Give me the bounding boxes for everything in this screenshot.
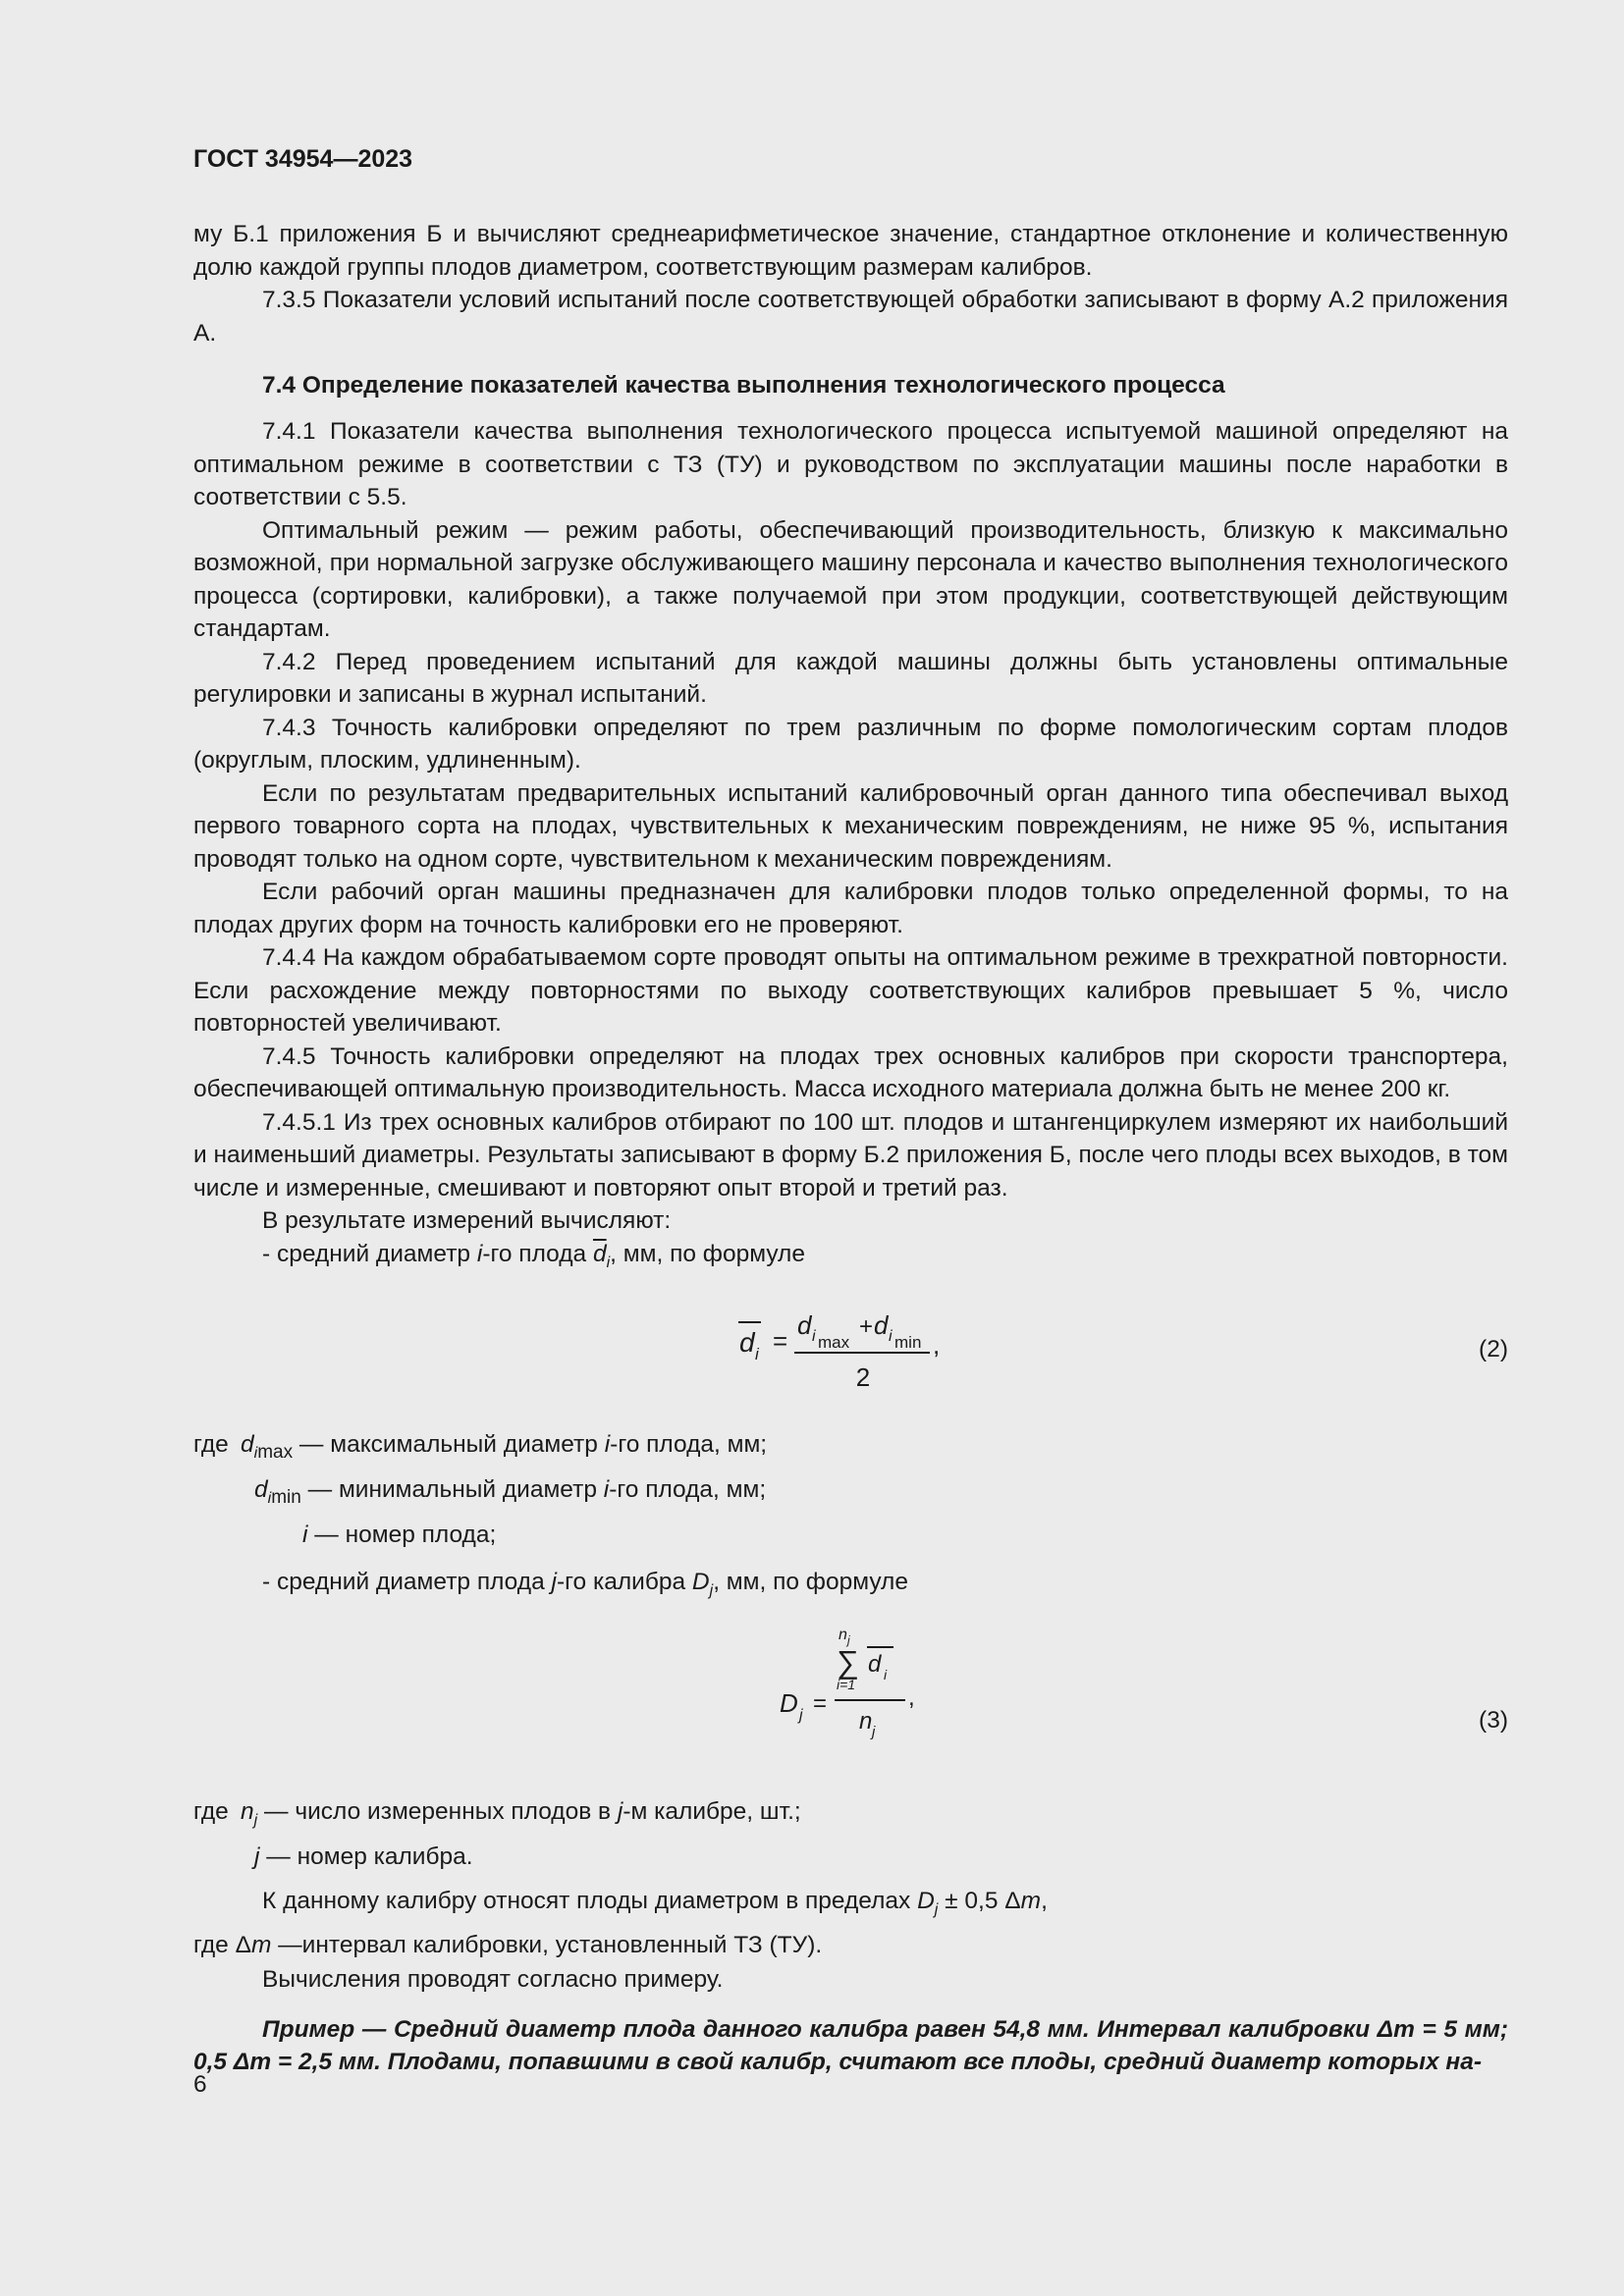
formula-2 [193, 1289, 1508, 1407]
formula-3-term-sub: i [884, 1666, 888, 1682]
formula-2-num-sub2: i [889, 1327, 893, 1345]
formula-2-num-d2: d [874, 1309, 889, 1340]
paragraph-caliber-range: К данному калибру относят плоды диаметром в пределах $D_j \pm 0,5$ Δm, [262, 1887, 1048, 1918]
formula-2-plus: + [859, 1312, 874, 1340]
paragraph-preliminary-tests: Если по результатам предварительных испытаний калибровочный орган данного типа обеспечивал выход первого товарного сорта на плодах, чувствительных к механическим повреждениям, не ниже 95 %, испытания проводят только на одном сорте, чувствительном к механическим повреждениям. [193, 779, 1508, 873]
formula-3-sigma: ∑ [837, 1643, 859, 1680]
formula-3-den: n [859, 1707, 873, 1735]
page-number: 6 [193, 2071, 207, 2098]
example-note: Пример — Средний диаметр плода данного калибра равен 54,8 мм. Интервал калибровки Δm = 5 мм; 0,5 Δm = 2,5 мм. Плодами, попавшими в свой калибр, считают все плоды, средний диаметр которых на- [193, 2016, 1508, 2076]
formula-3-legend [193, 1793, 1508, 1884]
formula-3-lhs: D [780, 1687, 798, 1718]
formula-3-graphic [776, 1625, 972, 1772]
legend-row-dmax: где $d_{imax}$ — максимальный диаметр i -го плода, мм; [193, 1430, 768, 1463]
formula-3-lhs-sub: j [799, 1706, 803, 1724]
paragraph-optimal-mode: Оптимальный режим — режим работы, обеспечивающий производительность, близкую к максимально возможной, при нормальной загрузке обслуживающего машину персонала и качество выполнения технологического процесса (сортировки, калибровки), а также получаемой при этом продукции, соответствующей действующим стандартам. [193, 516, 1508, 642]
formula-3 [193, 1625, 1508, 1772]
formula-3-term: d [868, 1650, 882, 1678]
formula-2-equals: = [773, 1325, 788, 1356]
formula-2-graphic [733, 1289, 989, 1407]
legend-row-j: j — номер калибра. [254, 1842, 473, 1870]
formula-3-sum-bottom: i=1 [837, 1676, 856, 1692]
formula-3-number: (3) [1479, 1706, 1508, 1734]
formula-2-comma: , [933, 1329, 941, 1360]
paragraph-7-4-4: 7.4.4 На каждом обрабатываемом сорте проводят опыты на оптимальном режиме в трехкратной повторности. Если расхождение между повторностями по выходу соответствующих калибров превышает 5 %, число повторностей увеличивают. [193, 944, 1508, 1037]
paragraph-7-4-5: 7.4.5 Точность калибровки определяют на плодах трех основных калибров при скорости транспортера, обеспечивающей оптимальную производительность. Масса исходного материала должна быть не менее 200 кг. [193, 1042, 1508, 1102]
paragraph-7-4-1: 7.4.1 Показатели качества выполнения технологического процесса испытуемой машиной определяют на оптимальном режиме в соответствии с ТЗ (ТУ) и руководством по эксплуатации машины после наработки в соответствии с 5.5. [193, 418, 1508, 510]
paragraph-calculation-note: Вычисления проводят согласно примеру. [262, 1965, 724, 1993]
legend-row-dmin: $d_{imin}$ — минимальный диаметр i -го плода, мм; [254, 1475, 767, 1508]
formula-2-num-subsub1: max [818, 1332, 850, 1352]
formula-2-lhs: d [739, 1326, 755, 1358]
paragraph-working-organ: Если рабочий орган машины предназначен для калибровки плодов только определенной формы, то на плодах других форм на точность калибровки его не проверяют. [193, 879, 1508, 938]
formula-3-comma: , [908, 1683, 915, 1711]
formula-3-sum-top: n [839, 1626, 847, 1643]
formula-2-denominator: 2 [855, 1362, 871, 1392]
formula-3-equals: = [813, 1689, 828, 1717]
formula-3-den-sub: j [872, 1723, 876, 1740]
section-heading-7-4: 7.4 Определение показателей качества выполнения технологического процесса [262, 372, 1225, 399]
paragraph-continuation: му Б.1 приложения Б и вычисляют среднеарифметическое значение, стандартное отклонение и количественную долю каждой группы плодов диаметром, соответствующим размерам калибров. [193, 221, 1508, 281]
list-item-caliber-diameter: - средний диаметр плода j-го калибра $D_j$, мм, по формуле [262, 1568, 908, 1599]
formula-2-num-d1: d [797, 1309, 812, 1340]
formula-2-number: (2) [1479, 1335, 1508, 1362]
paragraph-delta-m-definition: где Δm —интервал калибровки, установленный ТЗ (ТУ). [193, 1931, 823, 1958]
paragraph-7-4-5-1: 7.4.5.1 Из трех основных калибров отбирают по 100 шт. плодов и штангенциркулем измеряют их наибольший и наименьший диаметры. Результаты записывают в форму Б.2 приложения Б, после чего плоды всех выходов, в том числе и измеренные, смешивают и повторяют опыт второй и третий раз. [193, 1108, 1508, 1201]
list-item-fruit-diameter: - средний диаметр i-го плода $\overline{d}_i$, мм, по формуле [262, 1240, 805, 1271]
formula-2-legend [193, 1426, 1508, 1562]
formula-2-num-subsub2: min [894, 1332, 922, 1352]
formula-3-sum-top-sub: j [847, 1632, 850, 1647]
legend-row-i: i — номер плода; [302, 1521, 497, 1548]
formula-2-lhs-sub: i [755, 1344, 759, 1363]
formula-2-num-sub1: i [812, 1327, 816, 1345]
paragraph-7-3-5: 7.3.5 Показатели условий испытаний после соответствующей обработки записывают в форму А.2 приложения А. [193, 287, 1508, 347]
paragraph-calculations-intro: В результате измерений вычисляют: [262, 1207, 672, 1234]
paragraph-7-4-2: 7.4.2 Перед проведением испытаний для каждой машины должны быть установлены оптимальные регулировки и записаны в журнал испытаний. [193, 648, 1508, 708]
legend-row-nj: где $n_j$ — число измеренных плодов в j -м калибре, шт.; [193, 1797, 801, 1829]
document-header: ГОСТ 34954—2023 [193, 145, 413, 173]
paragraph-7-4-3: 7.4.3 Точность калибровки определяют по трем различным по форме помологическим сортам плодов (округлым, плоским, удлиненным). [193, 714, 1508, 774]
